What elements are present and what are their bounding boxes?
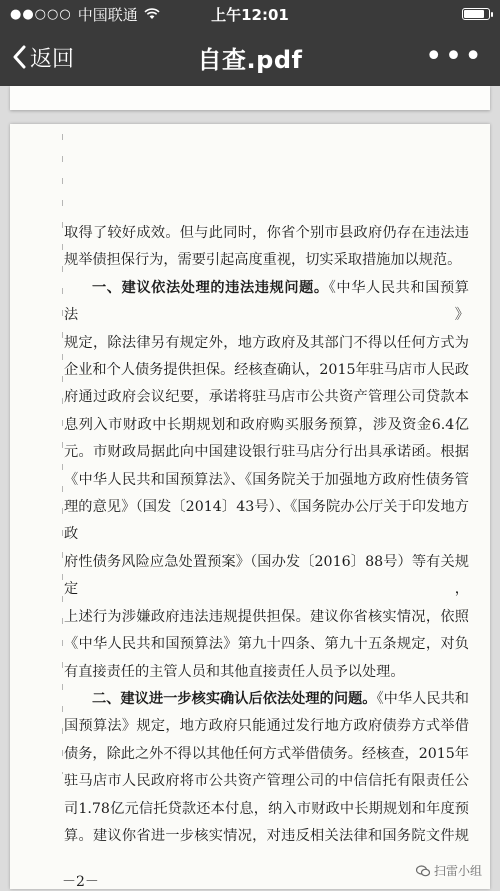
document-line bbox=[64, 796, 469, 823]
carrier-name: 中国联通 bbox=[77, 5, 138, 24]
line-text: 理的意见》（国发〔2014〕43号）、《国务院办公厅关于印发地方政 bbox=[64, 499, 469, 543]
document-line bbox=[64, 439, 469, 466]
back-button[interactable] bbox=[12, 28, 74, 86]
line-text: 司1.78亿元信托贷款还本付息，纳入市财政中长期规划和年度预 bbox=[64, 800, 469, 817]
document-line bbox=[64, 768, 469, 795]
line-text: 企业和个人债务提供担保。经核查确认，2015年驻马店市人民政 bbox=[64, 362, 469, 379]
previous-page bbox=[10, 86, 490, 110]
page-number: －2－ bbox=[62, 874, 99, 890]
document-line bbox=[64, 549, 469, 604]
line-text: 驻马店市人民政府将市公共资产管理公司的中信信托有限责任公 bbox=[64, 773, 469, 790]
battery-fill bbox=[464, 10, 484, 18]
line-text: 《中华人民共和国预算法》、《国务院关于加强地方政府性债务管 bbox=[64, 471, 469, 488]
battery-icon bbox=[462, 8, 490, 20]
section-heading: 二、建议进一步核实确认后依法处理的问题。 bbox=[92, 690, 377, 707]
status-bar bbox=[0, 0, 500, 28]
document-line bbox=[64, 713, 469, 740]
line-text: 《中华人民共和国预算法》 bbox=[64, 279, 469, 324]
section-heading: 一、建议依法处理的违法违规问题。 bbox=[92, 279, 329, 296]
clock: 上午12:01 bbox=[211, 5, 289, 24]
document-line bbox=[64, 494, 469, 549]
line-text: 规举债担保行为，需要引起高度重视，切实采取措施加以规范。 bbox=[64, 252, 462, 269]
line-text: 《中华人民共和 bbox=[376, 690, 469, 707]
line-text: 府通过政府会议纪要，承诺将驻马店市公共资产管理公司贷款本 bbox=[64, 389, 469, 406]
chevron-left-icon bbox=[12, 45, 26, 69]
document-line bbox=[64, 631, 469, 658]
line-text: 息列入市财政中长期规划和政府购买服务预算，涉及资金6.4亿 bbox=[64, 416, 469, 433]
wifi-icon bbox=[144, 8, 160, 20]
back-label: 返回 bbox=[30, 46, 75, 72]
line-text: 有直接责任的主管人员和其他直接责任人员予以处理。 bbox=[64, 663, 405, 680]
document-line bbox=[64, 412, 469, 439]
signal-strength: ●●○○○ bbox=[10, 6, 72, 22]
document-line bbox=[64, 659, 469, 686]
nav-bar bbox=[0, 28, 500, 86]
line-text: 算。建议你省进一步核实情况，对违反相关法律和国务院文件规 bbox=[64, 827, 469, 844]
document-line bbox=[64, 247, 469, 274]
line-text: 元。市财政局据此向中国建设银行驻马店分行出具承诺函。根据 bbox=[64, 444, 469, 461]
document-line bbox=[64, 604, 469, 631]
line-text: 《中华人民共和国预算法》第九十四条、第九十五条规定，对负 bbox=[64, 636, 469, 653]
document-line bbox=[64, 275, 469, 330]
document-line bbox=[64, 330, 469, 357]
document-line bbox=[64, 823, 469, 850]
more-button[interactable] bbox=[425, 28, 484, 86]
line-text: 上述行为涉嫌政府违法违规提供担保。建议你省核实情况，依照 bbox=[64, 608, 469, 625]
wechat-icon bbox=[416, 865, 430, 877]
watermark-text: 扫雷小组 bbox=[433, 864, 482, 878]
pdf-page[interactable] bbox=[10, 124, 490, 889]
document-line bbox=[64, 220, 469, 247]
scan-margin-mark bbox=[62, 134, 63, 774]
document-line bbox=[64, 741, 469, 768]
line-text: 取得了较好成效。但与此同时，你省个别市县政府仍存在违法违 bbox=[64, 225, 469, 241]
status-left bbox=[10, 4, 160, 25]
line-text: 府性债务风险应急处置预案》（国办发〔2016〕88号）等有关规定， bbox=[64, 553, 469, 598]
line-text: 国预算法》规定，地方政府只能通过发行地方政府债券方式举借 bbox=[64, 718, 469, 735]
document-line bbox=[64, 357, 469, 384]
line-text: 规定，除法律另有规定外，地方政府及其部门不得以任何方式为 bbox=[64, 334, 469, 351]
more-icon: ••• bbox=[424, 39, 484, 74]
document-line bbox=[64, 467, 469, 494]
document-line bbox=[64, 686, 469, 713]
watermark bbox=[416, 862, 482, 879]
document-line bbox=[64, 384, 469, 411]
document-body bbox=[64, 220, 469, 850]
line-text: 债务，除此之外不得以其他任何方式举借债务。经核查，2015年 bbox=[64, 745, 469, 762]
page-title: 自查.pdf bbox=[197, 45, 303, 74]
